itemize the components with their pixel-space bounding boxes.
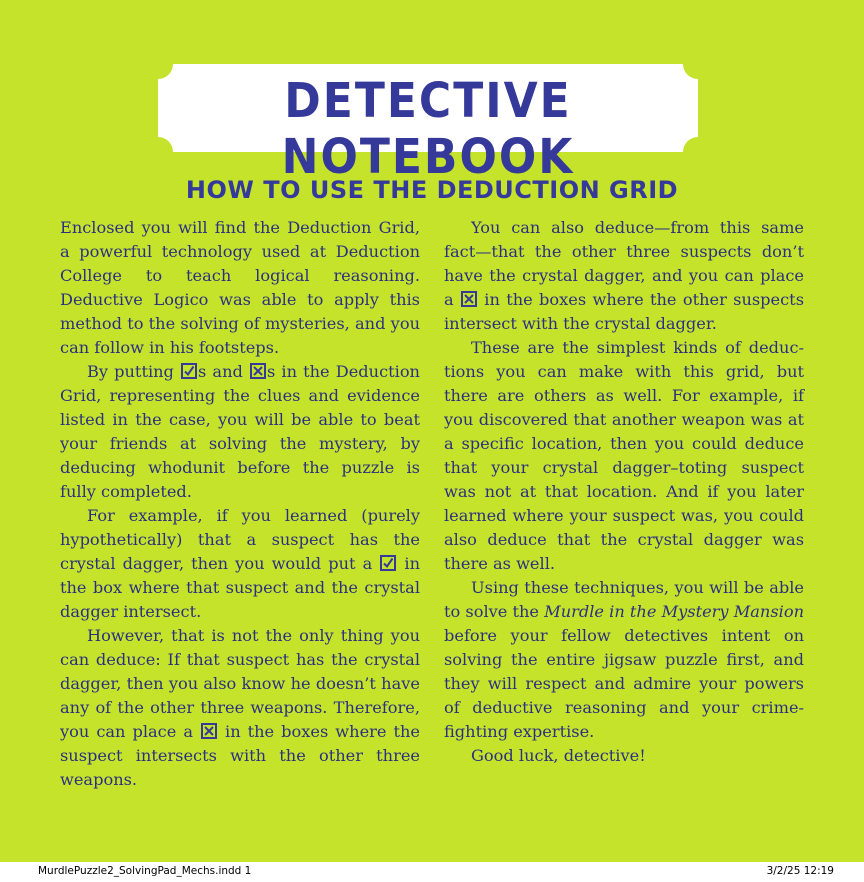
checkbox-check-icon xyxy=(380,555,396,571)
file-name: MurdlePuzzle2_SolvingPad_Mechs.indd 1 xyxy=(38,865,252,877)
title-banner xyxy=(158,64,698,186)
book-title: Murdle in the Mystery Mansion xyxy=(544,602,805,621)
paragraph: By putting s and s in the Deduction Grid, representing the clues and evidence listed in the case, you will be able to beat your friends at solving the mystery, by deducing whodunit before the puzzle is fully completed. xyxy=(60,362,420,501)
paragraph: You can also deduce—from this same fact—that the other three suspects don’t have the crystal dagger, and you can place a in the boxes where the other suspects intersect with the crystal dagger. xyxy=(444,218,804,333)
section-heading: HOW TO USE THE DEDUCTION GRID xyxy=(185,176,679,204)
print-slug xyxy=(0,862,864,882)
paragraph: These are the simplest kinds of deductions you can make with this grid, but there are others as well. For example, if you discovered that another weapon was at a specific location, then you could deduce that your crystal dagger–toting suspect was not at that location. And if you later learned where your suspect was, you could also deduce that the crystal dagger was there as well. xyxy=(444,338,804,573)
paragraph: Good luck, detective! xyxy=(471,746,646,765)
page-title: DETECTIVE NOTEBOOK xyxy=(281,72,575,186)
left-column xyxy=(60,216,420,792)
paragraph: Using these techniques, you will be able to solve the Murdle in the Mystery Mansion before your fellow detectives intent on solving the entire jigsaw puzzle first, and they will respect and admire your powers of deductive reasoning and your crime-fighting expertise. xyxy=(444,578,805,741)
timestamp: 3/2/25 12:19 xyxy=(766,865,834,877)
right-column xyxy=(444,216,804,768)
paragraph: However, that is not the only thing you can deduce: If that suspect has the crystal dagger, then you also know he doesn’t have any of the other three weapons. Therefore, you can place a in the boxes where the suspect intersects with the other three weapons. xyxy=(60,626,420,789)
checkbox-cross-icon xyxy=(250,363,266,379)
paragraph: For example, if you learned (purely hypothetically) that a suspect has the crystal dagger, then you would put a in the box where that suspect and the crystal dagger intersect. xyxy=(60,506,420,621)
paragraph: Enclosed you will find the Deduction Grid, a powerful technology used at Deduction College to teach logical reasoning. Deductive Logico was able to apply this method to the solving of mysteries, and you can follow in his footsteps. xyxy=(60,218,420,357)
checkbox-cross-icon xyxy=(201,723,217,739)
checkbox-cross-icon xyxy=(461,291,477,307)
checkbox-check-icon xyxy=(181,363,197,379)
